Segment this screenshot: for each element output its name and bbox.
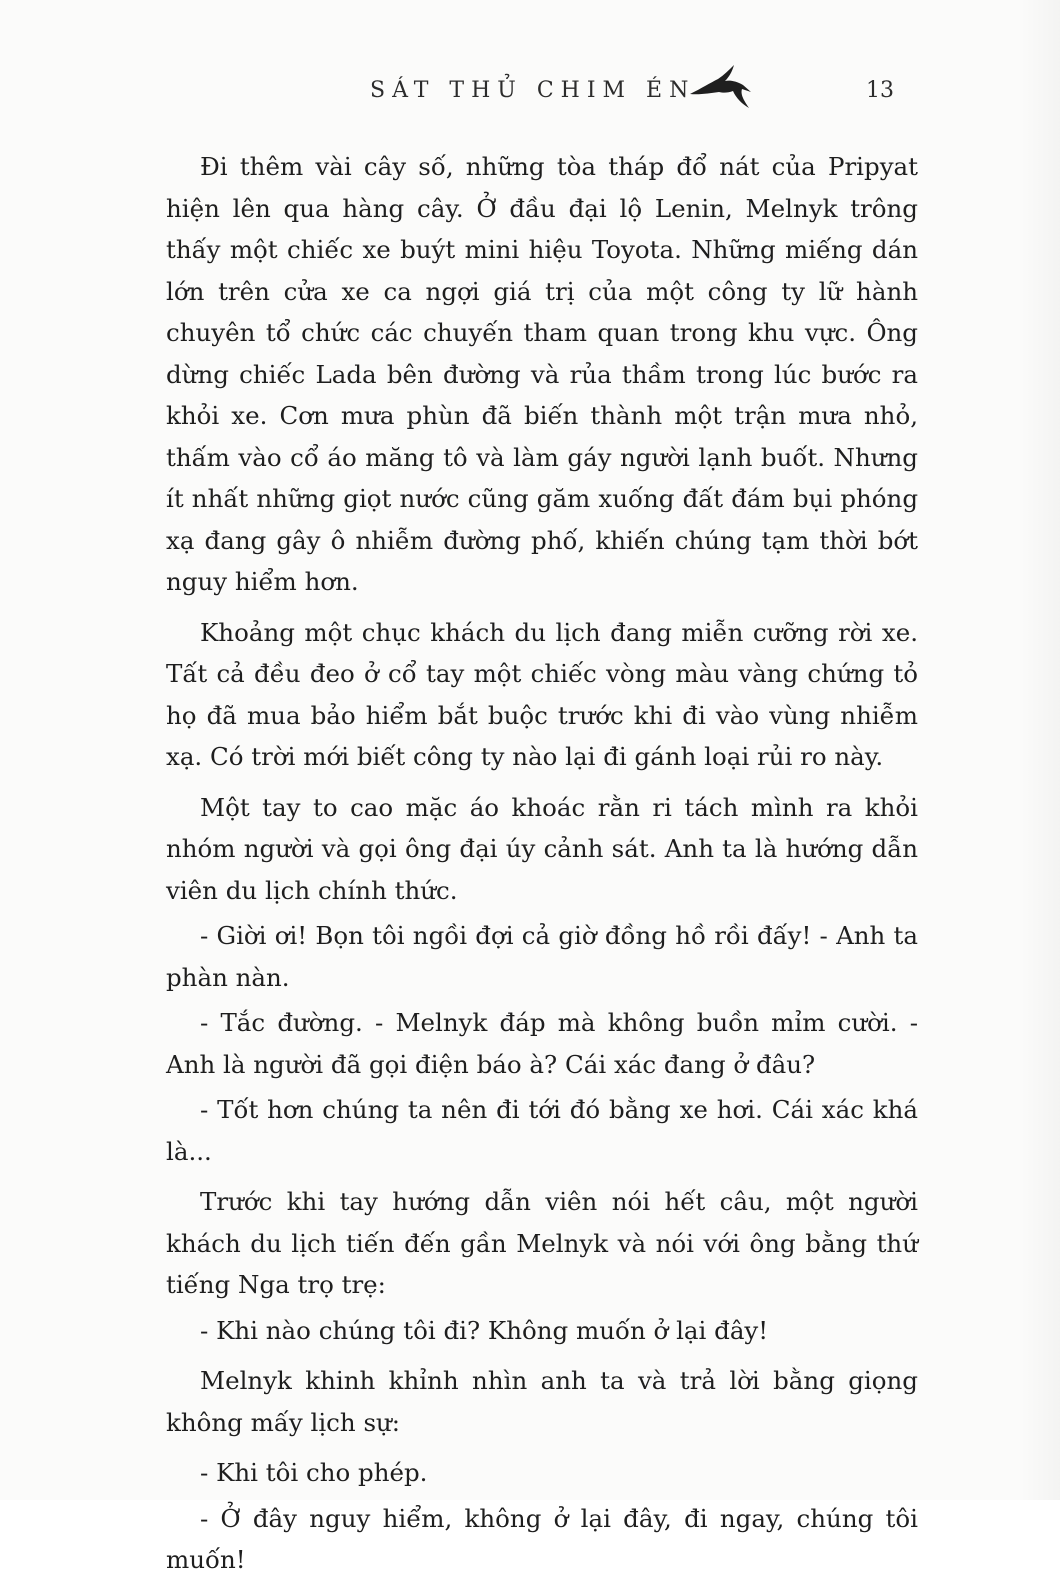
body-text xyxy=(166,146,918,1590)
dialogue-line: - Tắc đường. - Melnyk đáp mà không buồn mỉm cười. - Anh là người đã gọi điện báo à? Cái xác đang ở đâu? xyxy=(166,1008,918,1079)
page-edge-shadow xyxy=(1020,0,1060,1500)
paragraph: Khoảng một chục khách du lịch đang miễn cưỡng rời xe. Tất cả đều đeo ở cổ tay một chiếc vòng màu vàng chứng tỏ họ đã mua bảo hiểm bắt buộc trước khi đi vào vùng nhiễm xạ. Có trời mới biết công ty nào lại đi gánh loại rủi ro này. xyxy=(166,617,918,771)
dialogue-line: - Khi nào chúng tôi đi? Không muốn ở lại đây! xyxy=(200,1315,769,1345)
dialogue-line: - Ở đây nguy hiểm, không ở lại đây, đi ngay, chúng tôi muốn! xyxy=(166,1503,918,1574)
running-title: SÁT THỦ CHIM ÉN xyxy=(370,78,696,103)
paragraph: Trước khi tay hướng dẫn viên nói hết câu, một người khách du lịch tiến đến gần Melnyk và nói với ông bằng thứ tiếng Nga trọ trẹ: xyxy=(166,1187,918,1299)
page-header xyxy=(0,70,1060,120)
paragraph: Một tay to cao mặc áo khoác rằn ri tách mình ra khỏi nhóm người và gọi ông đại úy cảnh sát. Anh ta là hướng dẫn viên du lịch chính thức. xyxy=(166,792,918,905)
dialogue-line: - Tốt hơn chúng ta nên đi tới đó bằng xe hơi. Cái xác khá là... xyxy=(166,1095,918,1166)
swallow-icon xyxy=(688,64,752,110)
dialogue-line: - Giời ơi! Bọn tôi ngồi đợi cả giờ đồng hồ rồi đấy! - Anh ta phàn nàn. xyxy=(166,921,918,992)
page-number: 13 xyxy=(866,78,894,103)
paragraph: Đi thêm vài cây số, những tòa tháp đổ nát của Pripyat hiện lên qua hàng cây. Ở đầu đại lộ Lenin, Melnyk trông thấy một chiếc xe buýt mini hiệu Toyota. Những miếng dán lớn trên cửa xe ca ngợi giá trị của một công ty lữ hành chuyên tổ chức các chuyến tham quan trong khu vực. Ông dừng chiếc Lada bên đường và rủa thầm trong lúc bước ra khỏi xe. Cơn mưa phùn đã biến thành một trận mưa nhỏ, thấm vào cổ áo măng tô và làm gáy người lạnh buốt. Nhưng ít nhất những giọt nước cũng găm xuống đất đám bụi phóng xạ đang gây ô nhiễm đường phố, khiến chúng tạm thời bớt nguy hiểm hơn. xyxy=(166,152,918,596)
paragraph: Melnyk khinh khỉnh nhìn anh ta và trả lời bằng giọng không mấy lịch sự: xyxy=(166,1366,918,1437)
dialogue-line: - Khi tôi cho phép. xyxy=(200,1458,428,1487)
